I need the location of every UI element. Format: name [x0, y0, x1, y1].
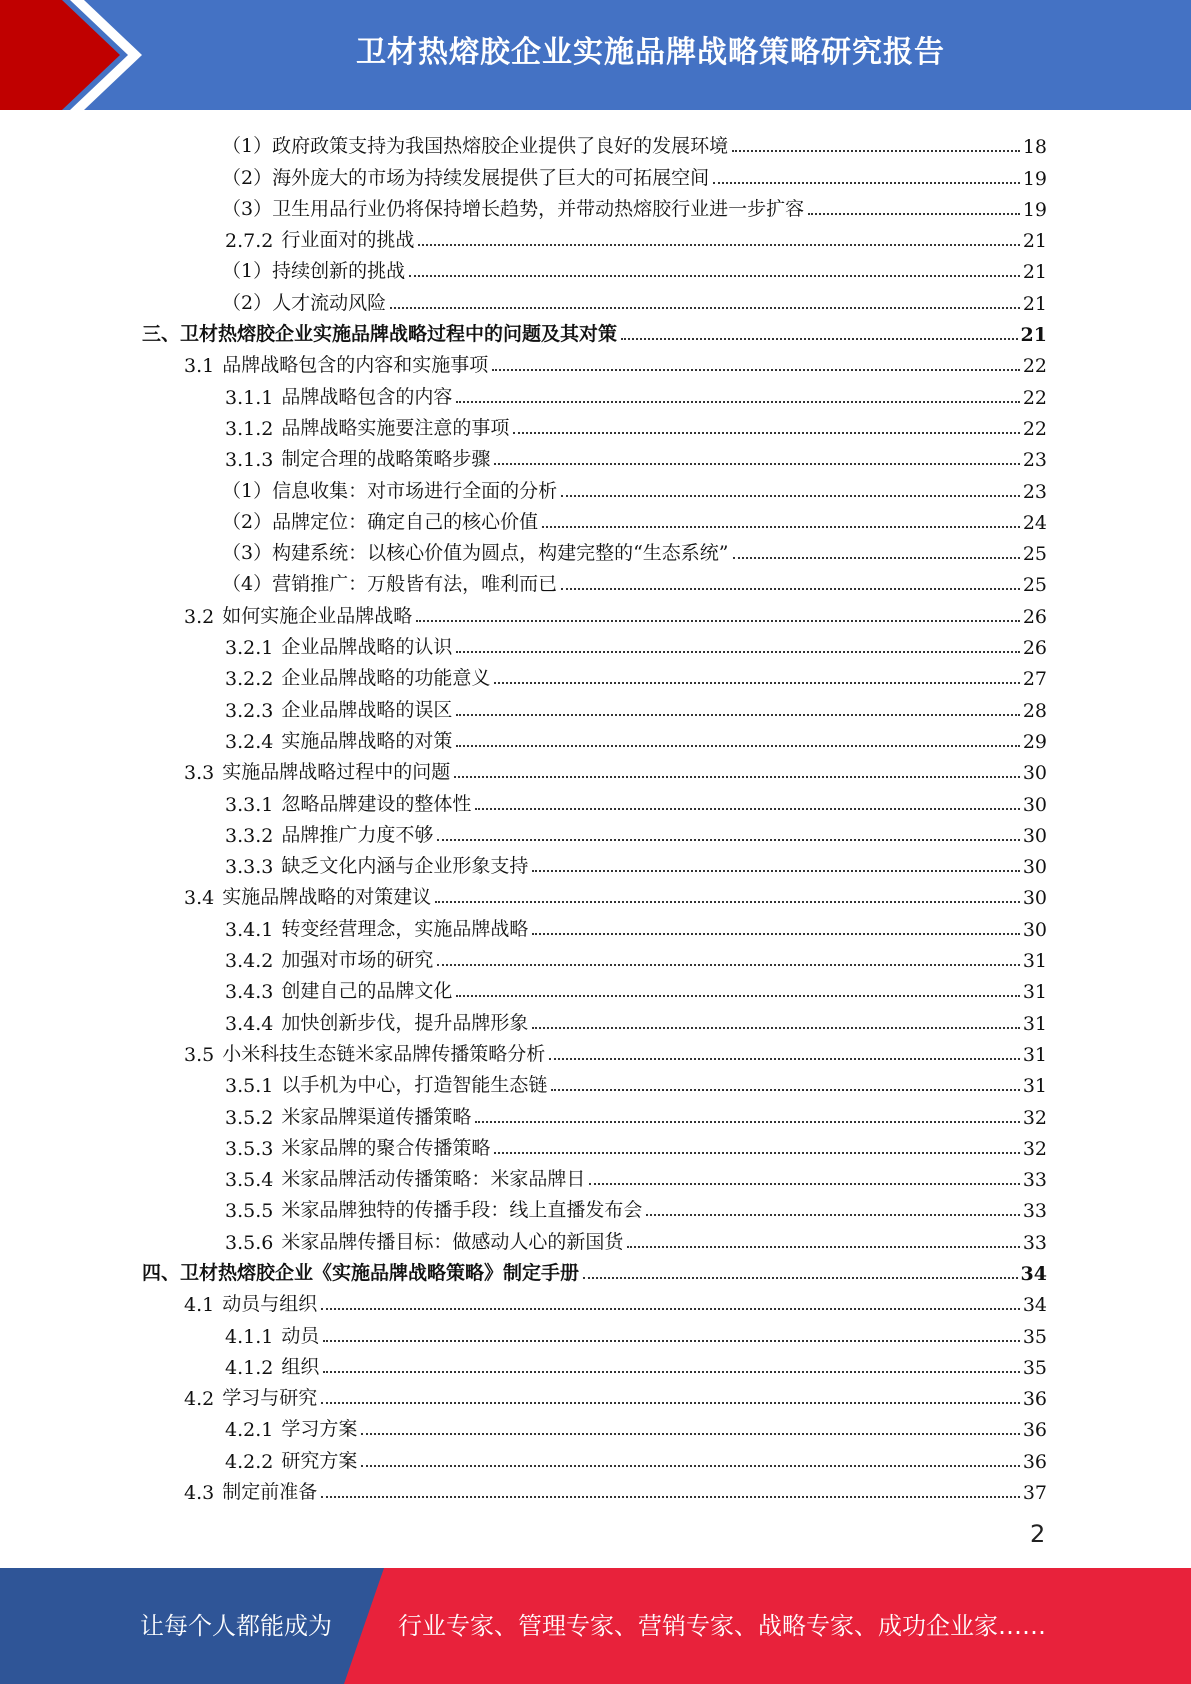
toc-entry-page: 30 [1022, 824, 1047, 847]
toc-dot-leader [733, 557, 1020, 559]
toc-entry[interactable] [142, 1441, 1047, 1472]
toc-entry-page: 31 [1022, 981, 1047, 1004]
table-of-contents [142, 127, 1047, 1504]
toc-entry-number: 3.1.2 [225, 417, 274, 440]
toc-dot-leader [621, 338, 1018, 340]
toc-entry-page: 19 [1022, 198, 1047, 221]
toc-entry-number: 4.2 [184, 1388, 215, 1411]
toc-dot-leader [437, 839, 1019, 841]
toc-dot-leader [713, 182, 1020, 184]
toc-entry-page: 26 [1022, 637, 1047, 660]
toc-entry[interactable] [142, 1160, 1047, 1191]
toc-dot-leader [321, 1402, 1020, 1404]
toc-entry-title: 转变经营理念，实施品牌战略 [281, 917, 529, 940]
toc-entry-number: 3.2.4 [225, 730, 274, 753]
page-number: 2 [1030, 1520, 1046, 1548]
toc-entry[interactable] [142, 941, 1047, 972]
toc-entry-title: 品牌战略实施要注意的事项 [281, 416, 510, 439]
toc-entry-page: 34 [1020, 1262, 1047, 1285]
toc-entry-page: 30 [1022, 762, 1047, 785]
toc-dot-leader [321, 1496, 1020, 1498]
toc-entry-page: 31 [1022, 1012, 1047, 1035]
toc-entry-title: （4）营销推广：万般皆有法，唯利而已 [222, 573, 558, 596]
toc-entry-number: 3.5 [184, 1043, 215, 1066]
toc-entry-title: 实施品牌战略的对策 [281, 729, 453, 752]
toc-entry-page: 21 [1020, 324, 1047, 347]
toc-entry-number: 3.2.2 [225, 668, 274, 691]
toc-entry[interactable] [142, 659, 1047, 690]
toc-entry-page: 23 [1022, 449, 1047, 472]
toc-entry-title: 实施品牌战略过程中的问题 [222, 761, 451, 784]
toc-entry-number: 3.5.4 [225, 1169, 274, 1192]
toc-entry-title: 加强对市场的研究 [281, 949, 434, 972]
toc-dot-leader [456, 995, 1019, 997]
toc-entry[interactable] [142, 565, 1047, 596]
toc-dot-leader [583, 1277, 1018, 1279]
toc-dot-leader [390, 307, 1020, 309]
toc-dot-leader [418, 244, 1019, 246]
toc-entry-title: 小米科技生态链米家品牌传播策略分析 [222, 1042, 546, 1065]
toc-entry-number: 4.3 [184, 1482, 215, 1505]
toc-entry-title: 行业面对的挑战 [281, 229, 415, 252]
toc-entry-number: 3.1 [184, 355, 215, 378]
toc-entry-number: 4.2.1 [225, 1419, 274, 1442]
toc-entry-number: 3.4.4 [225, 1012, 274, 1035]
toc-entry-number: 3.1.3 [225, 449, 274, 472]
toc-entry-number: 3.4 [184, 887, 215, 910]
toc-entry-page: 22 [1022, 417, 1047, 440]
toc-entry-title: 组织 [281, 1355, 320, 1378]
toc-dot-leader [437, 964, 1019, 966]
toc-dot-leader [435, 901, 1020, 903]
toc-entry-number: 4.2.2 [225, 1450, 274, 1473]
toc-dot-leader [323, 1340, 1019, 1342]
toc-entry-page: 37 [1022, 1482, 1047, 1505]
toc-entry-number: 3.3 [184, 762, 215, 785]
toc-entry-title: （2）品牌定位：确定自己的核心价值 [222, 510, 539, 533]
toc-entry-title: 如何实施企业品牌战略 [222, 604, 413, 627]
toc-entry[interactable] [142, 127, 1047, 158]
toc-entry-title: 学习与研究 [222, 1387, 318, 1410]
toc-entry-number: 2.7.2 [225, 230, 274, 253]
toc-entry[interactable] [142, 1003, 1047, 1034]
toc-entry[interactable] [142, 628, 1047, 659]
toc-entry-number: 3.5.2 [225, 1106, 274, 1129]
toc-entry[interactable] [142, 1222, 1047, 1253]
toc-entry-title: 忽略品牌建设的整体性 [281, 792, 472, 815]
toc-dot-leader [532, 1027, 1019, 1029]
toc-entry-title: 动员 [281, 1324, 320, 1347]
toc-entry-page: 18 [1022, 136, 1047, 159]
toc-dot-leader [589, 1183, 1019, 1185]
toc-entry-title: 三、卫材热熔胶企业实施品牌战略过程中的问题及其对策 [142, 323, 618, 346]
toc-entry-title: 创建自己的品牌文化 [281, 980, 453, 1003]
toc-entry-title: 米家品牌独特的传播手段：线上直播发布会 [281, 1199, 643, 1222]
toc-entry-page: 25 [1022, 543, 1047, 566]
toc-dot-leader [513, 432, 1019, 434]
toc-dot-leader [475, 808, 1019, 810]
toc-entry-title: 制定前准备 [222, 1481, 318, 1504]
toc-dot-leader [323, 1371, 1019, 1373]
toc-entry[interactable] [142, 816, 1047, 847]
toc-entry[interactable] [142, 1379, 1047, 1410]
toc-entry[interactable] [142, 158, 1047, 189]
toc-entry-page: 21 [1022, 261, 1047, 284]
toc-entry[interactable] [142, 315, 1047, 346]
toc-entry[interactable] [142, 1285, 1047, 1316]
page-footer [0, 1568, 1191, 1684]
toc-entry[interactable] [142, 503, 1047, 534]
toc-entry-title: 企业品牌战略的误区 [281, 698, 453, 721]
toc-entry-page: 34 [1022, 1294, 1047, 1317]
toc-entry[interactable] [142, 690, 1047, 721]
toc-dot-leader [475, 1121, 1019, 1123]
toc-entry-page: 19 [1022, 167, 1047, 190]
toc-entry-number: 3.3.3 [225, 856, 274, 879]
toc-entry-page: 31 [1022, 1075, 1047, 1098]
toc-dot-leader [627, 1246, 1019, 1248]
toc-dot-leader [494, 1152, 1019, 1154]
toc-entry-page: 30 [1022, 887, 1047, 910]
footer-slogan-right: 行业专家、管理专家、营销专家、战略专家、成功企业家…… [398, 1612, 1046, 1640]
toc-entry[interactable] [142, 847, 1047, 878]
toc-dot-leader [456, 401, 1019, 403]
toc-entry-title: 学习方案 [281, 1418, 358, 1441]
toc-dot-leader [542, 526, 1020, 528]
toc-entry[interactable] [142, 722, 1047, 753]
toc-dot-leader [551, 1089, 1019, 1091]
toc-entry-page: 23 [1022, 480, 1047, 503]
toc-entry-title: 实施品牌战略的对策建议 [222, 886, 432, 909]
toc-dot-leader [549, 1058, 1020, 1060]
toc-entry-number: 4.1.2 [225, 1356, 274, 1379]
toc-entry[interactable] [142, 1410, 1047, 1441]
toc-dot-leader [532, 933, 1019, 935]
toc-dot-leader [456, 745, 1019, 747]
toc-dot-leader [732, 150, 1020, 152]
toc-entry-page: 36 [1022, 1450, 1047, 1473]
toc-entry-title: （2）海外庞大的市场为持续发展提供了巨大的可拓展空间 [222, 166, 710, 189]
toc-entry[interactable] [142, 252, 1047, 283]
toc-entry-page: 24 [1022, 511, 1047, 534]
toc-entry-page: 21 [1022, 292, 1047, 315]
toc-entry[interactable] [142, 1473, 1047, 1504]
toc-dot-leader [494, 682, 1019, 684]
toc-entry-title: 品牌战略包含的内容和实施事项 [222, 354, 489, 377]
toc-entry-page: 22 [1022, 386, 1047, 409]
toc-entry-number: 3.2.1 [225, 637, 274, 660]
toc-entry-page: 35 [1022, 1325, 1047, 1348]
toc-entry-title: （1）政府政策支持为我国热熔胶企业提供了良好的发展环境 [222, 135, 729, 158]
toc-dot-leader [646, 1214, 1019, 1216]
toc-dot-leader [456, 651, 1019, 653]
toc-entry-title: 米家品牌活动传播策略：米家品牌日 [281, 1168, 586, 1191]
toc-entry-page: 28 [1022, 699, 1047, 722]
toc-entry[interactable] [142, 471, 1047, 502]
toc-dot-leader [561, 495, 1020, 497]
toc-dot-leader [416, 620, 1020, 622]
toc-entry-page: 35 [1022, 1356, 1047, 1379]
toc-entry-page: 32 [1022, 1106, 1047, 1129]
toc-entry-title: （1）持续创新的挑战 [222, 260, 406, 283]
toc-entry[interactable] [142, 221, 1047, 252]
toc-entry-title: 研究方案 [281, 1449, 358, 1472]
toc-entry-title: 以手机为中心，打造智能生态链 [281, 1074, 548, 1097]
toc-entry-page: 36 [1022, 1388, 1047, 1411]
toc-entry-number: 4.1.1 [225, 1325, 274, 1348]
toc-entry[interactable] [142, 753, 1047, 784]
toc-entry-number: 3.5.1 [225, 1075, 274, 1098]
document-title: 卫材热熔胶企业实施品牌战略策略研究报告 [356, 35, 945, 70]
footer-slogan-left: 让每个人都能成为 [140, 1612, 332, 1640]
toc-entry-page: 29 [1022, 730, 1047, 753]
toc-dot-leader [361, 1433, 1019, 1435]
toc-entry-number: 3.5.5 [225, 1200, 274, 1223]
toc-dot-leader [361, 1465, 1019, 1467]
toc-entry[interactable] [142, 440, 1047, 471]
toc-entry-page: 25 [1022, 574, 1047, 597]
toc-entry[interactable] [142, 972, 1047, 1003]
toc-entry-title: 企业品牌战略的功能意义 [281, 667, 491, 690]
toc-entry-title: 四、卫材热熔胶企业《实施品牌战略策略》制定手册 [142, 1261, 580, 1284]
toc-entry-page: 30 [1022, 793, 1047, 816]
toc-entry[interactable] [142, 1191, 1047, 1222]
toc-dot-leader [492, 369, 1020, 371]
toc-entry-number: 3.3.2 [225, 824, 274, 847]
toc-entry[interactable] [142, 283, 1047, 314]
toc-entry-page: 31 [1022, 950, 1047, 973]
toc-entry-number: 3.1.1 [225, 386, 274, 409]
toc-entry[interactable] [142, 377, 1047, 408]
toc-dot-leader [454, 776, 1020, 778]
toc-entry-title: （1）信息收集：对市场进行全面的分析 [222, 479, 558, 502]
toc-entry-title: 加快创新步伐，提升品牌形象 [281, 1011, 529, 1034]
toc-entry[interactable] [142, 1035, 1047, 1066]
toc-entry-number: 3.4.3 [225, 981, 274, 1004]
toc-dot-leader [532, 870, 1019, 872]
toc-entry-number: 3.4.2 [225, 950, 274, 973]
toc-entry[interactable] [142, 409, 1047, 440]
toc-entry-title: 米家品牌渠道传播策略 [281, 1105, 472, 1128]
toc-dot-leader [409, 275, 1020, 277]
toc-entry-number: 4.1 [184, 1294, 215, 1317]
toc-entry[interactable] [142, 1254, 1047, 1285]
toc-entry[interactable] [142, 346, 1047, 377]
toc-entry-page: 30 [1022, 918, 1047, 941]
toc-entry-title: 动员与组织 [222, 1293, 318, 1316]
toc-entry-number: 3.2 [184, 605, 215, 628]
toc-entry-number: 3.3.1 [225, 793, 274, 816]
toc-entry-page: 27 [1022, 668, 1047, 691]
toc-dot-leader [494, 463, 1019, 465]
toc-dot-leader [561, 588, 1020, 590]
toc-entry-page: 21 [1022, 230, 1047, 253]
toc-entry[interactable] [142, 1348, 1047, 1379]
toc-entry-title: （3）卫生用品行业仍将保持增长趋势，并带动热熔胶行业进一步扩容 [222, 197, 805, 220]
toc-entry-page: 33 [1022, 1231, 1047, 1254]
toc-entry[interactable] [142, 190, 1047, 221]
toc-entry-page: 26 [1022, 605, 1047, 628]
toc-entry-page: 31 [1022, 1043, 1047, 1066]
toc-entry[interactable] [142, 1097, 1047, 1128]
toc-entry-page: 33 [1022, 1169, 1047, 1192]
toc-entry[interactable] [142, 1129, 1047, 1160]
toc-entry[interactable] [142, 534, 1047, 565]
toc-entry-title: 缺乏文化内涵与企业形象支持 [281, 855, 529, 878]
toc-entry-title: 品牌推广力度不够 [281, 823, 434, 846]
toc-entry-title: 制定合理的战略策略步骤 [281, 448, 491, 471]
toc-dot-leader [456, 714, 1019, 716]
toc-entry[interactable] [142, 909, 1047, 940]
toc-dot-leader [808, 213, 1020, 215]
toc-entry-title: 米家品牌传播目标：做感动人心的新国货 [281, 1230, 624, 1253]
toc-entry[interactable] [142, 784, 1047, 815]
toc-entry-page: 30 [1022, 856, 1047, 879]
toc-entry[interactable] [142, 1066, 1047, 1097]
toc-entry-number: 3.2.3 [225, 699, 274, 722]
toc-entry-page: 36 [1022, 1419, 1047, 1442]
header-arrow-graphic [0, 0, 160, 110]
toc-entry-title: 米家品牌的聚合传播策略 [281, 1136, 491, 1159]
toc-entry-title: 企业品牌战略的认识 [281, 636, 453, 659]
page-header [0, 0, 1191, 110]
toc-entry[interactable] [142, 1316, 1047, 1347]
toc-entry-page: 32 [1022, 1137, 1047, 1160]
toc-entry-title: （2）人才流动风险 [222, 291, 387, 314]
toc-entry-page: 22 [1022, 355, 1047, 378]
toc-entry-page: 33 [1022, 1200, 1047, 1223]
toc-entry-number: 3.5.3 [225, 1137, 274, 1160]
toc-entry-title: 品牌战略包含的内容 [281, 385, 453, 408]
toc-entry-number: 3.4.1 [225, 918, 274, 941]
toc-entry-number: 3.5.6 [225, 1231, 274, 1254]
toc-entry-title: （3）构建系统：以核心价值为圆点，构建完整的“生态系统” [222, 542, 729, 565]
toc-entry[interactable] [142, 878, 1047, 909]
toc-entry[interactable] [142, 596, 1047, 627]
toc-dot-leader [321, 1308, 1020, 1310]
